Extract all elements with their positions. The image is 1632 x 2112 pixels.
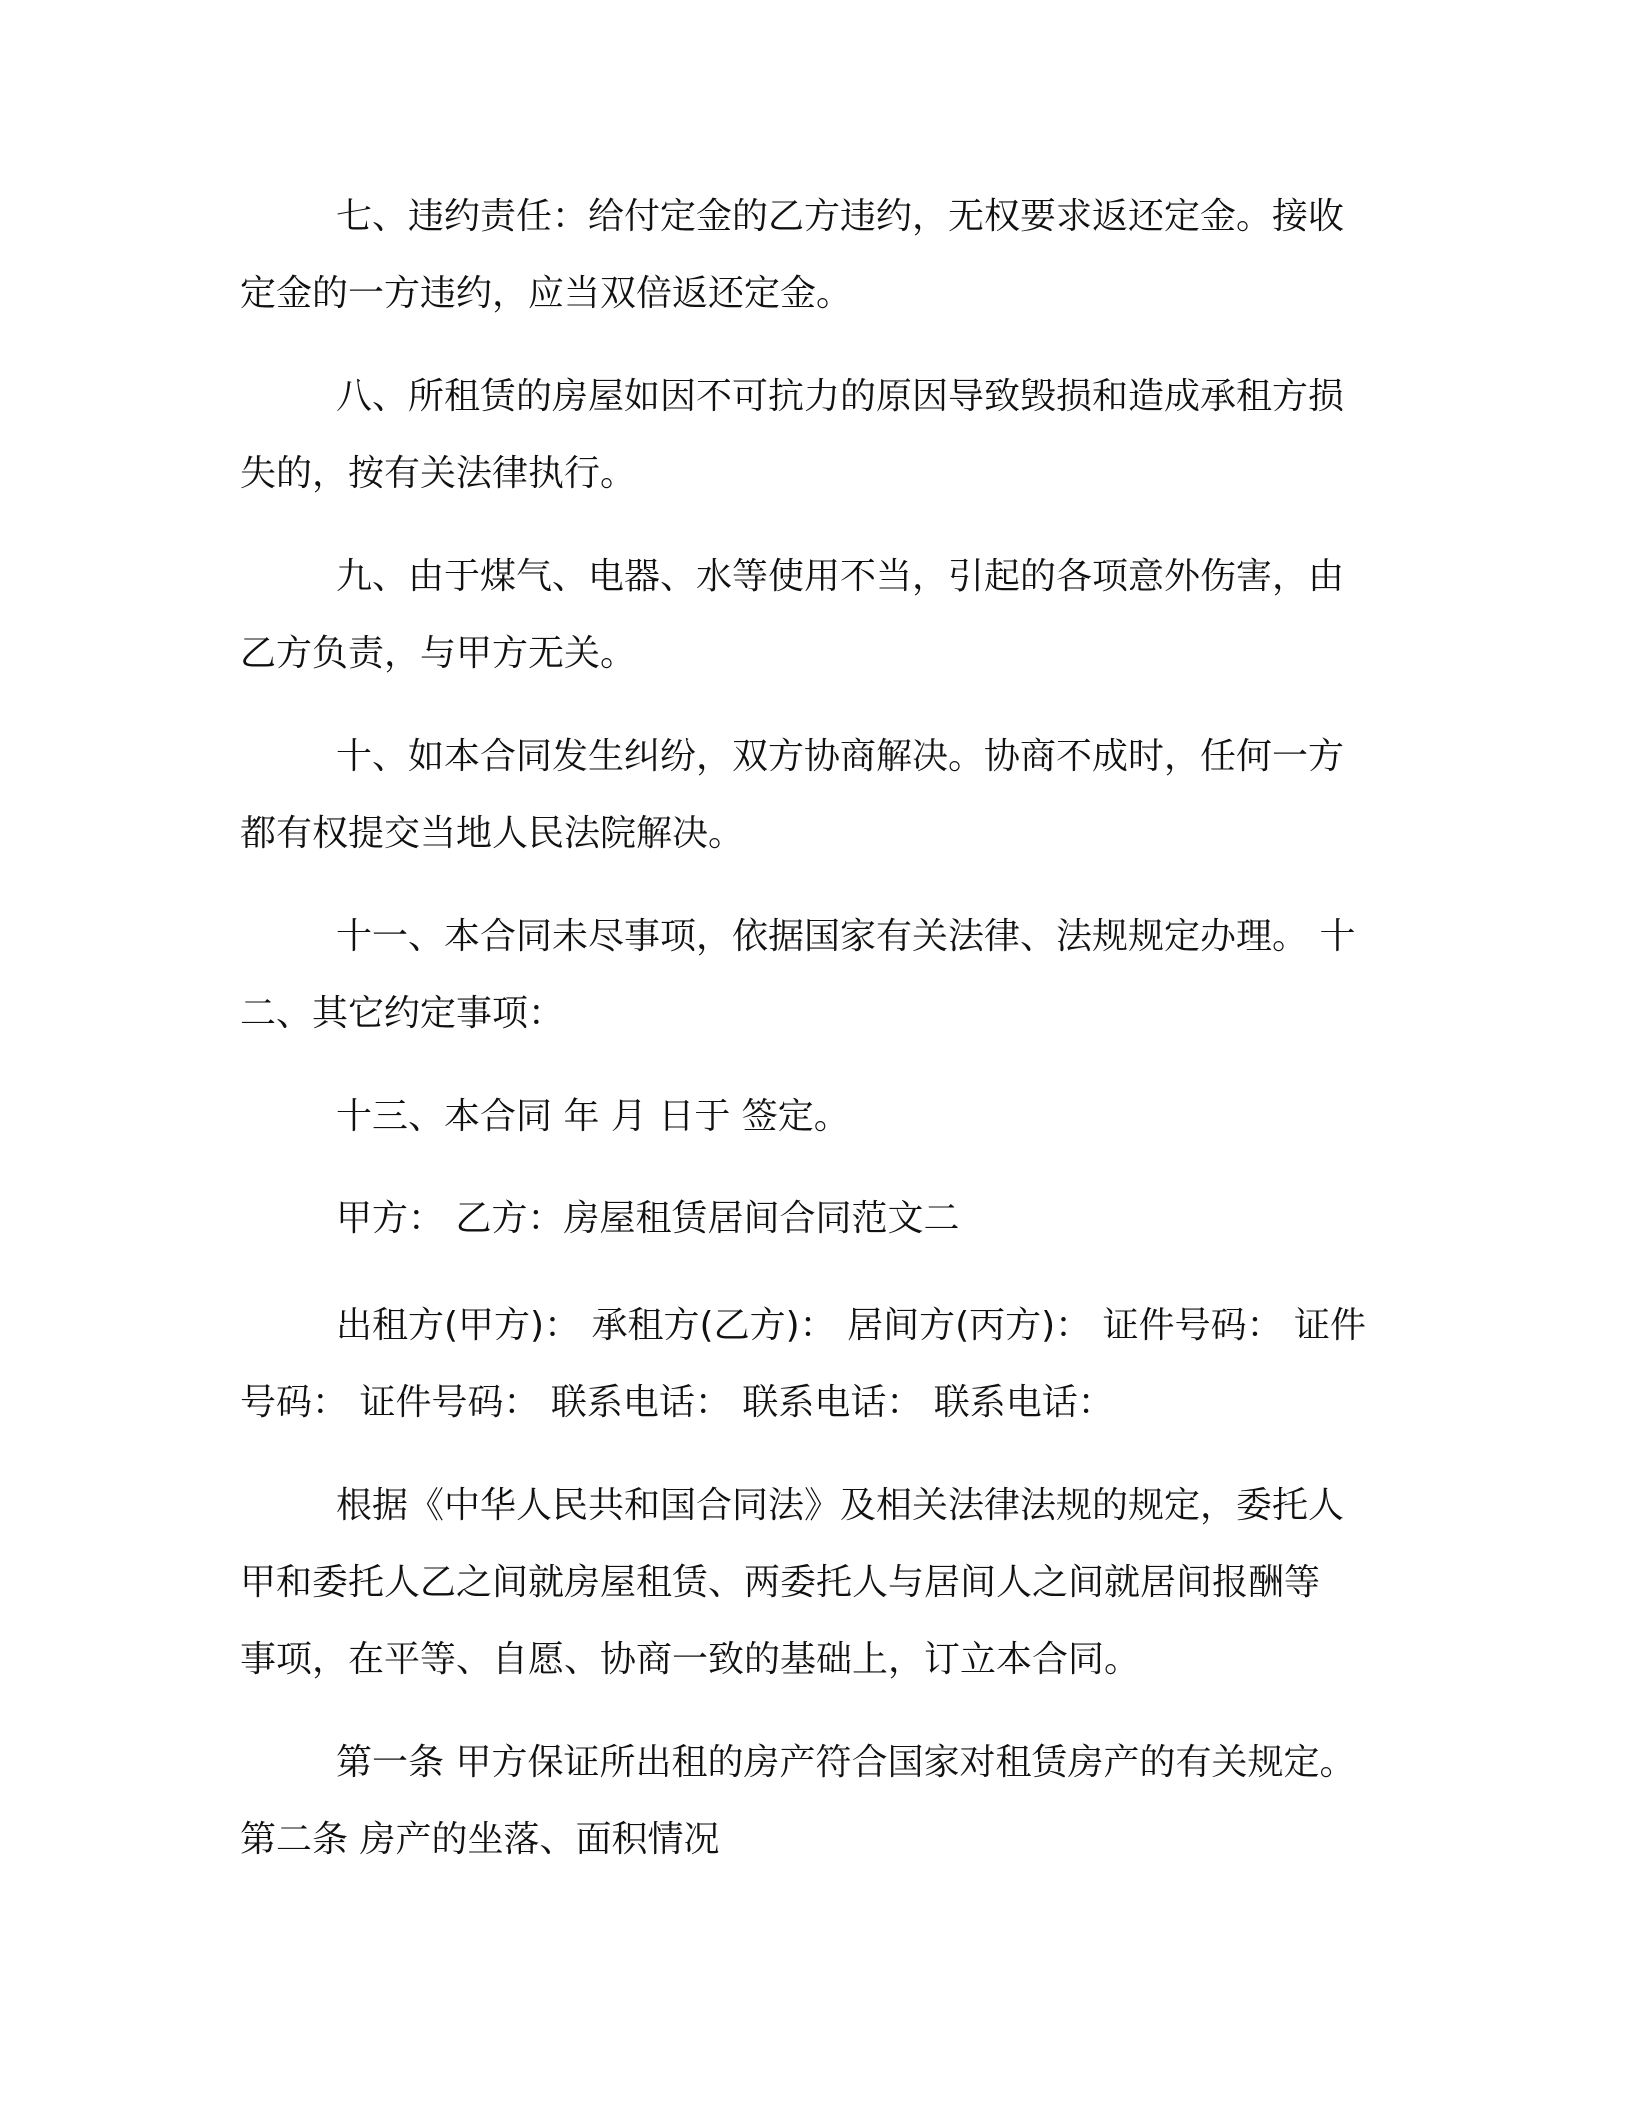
text-line: 出租方(甲方)： 承租方(乙方)： 居间方(丙方)： 证件号码： 证件 bbox=[336, 1305, 1367, 1346]
text-line: 根据《中华人民共和国合同法》及相关法律法规的规定，委托人 bbox=[336, 1485, 1345, 1526]
paragraph-article-1-2 bbox=[240, 1724, 1380, 1878]
text-line: 甲方： 乙方：房屋租赁居间合同范文二 bbox=[336, 1198, 960, 1239]
text-line: 十、如本合同发生纠纷，双方协商解决。协商不成时，任何一方 bbox=[336, 736, 1345, 777]
text-line: 第一条 甲方保证所出租的房产符合国家对租赁房产的有关规定。 bbox=[336, 1742, 1356, 1783]
text-line: 事项，在平等、自愿、协商一致的基础上，订立本合同。 bbox=[240, 1639, 1141, 1680]
text-line: 第二条 房产的坐落、面积情况 bbox=[240, 1819, 720, 1860]
paragraph-8-force-majeure bbox=[240, 358, 1380, 512]
text-line: 甲和委托人乙之间就房屋租赁、两委托人与居间人之间就居间报酬等 bbox=[240, 1562, 1321, 1603]
text-line: 二、其它约定事项： bbox=[240, 993, 565, 1034]
text-line: 十三、本合同 年 月 日于 签定。 bbox=[336, 1096, 850, 1137]
text-line: 定金的一方违约，应当双倍返还定金。 bbox=[240, 273, 853, 314]
text-line: 号码： 证件号码： 联系电话： 联系电话： 联系电话： bbox=[240, 1382, 1114, 1423]
text-line: 八、所租赁的房屋如因不可抗力的原因导致毁损和造成承租方损 bbox=[336, 376, 1345, 417]
paragraph-11-12-other-matters bbox=[240, 898, 1380, 1052]
text-line: 九、由于煤气、电器、水等使用不当，引起的各项意外伤害，由 bbox=[336, 556, 1345, 597]
paragraph-parties-and-title bbox=[240, 1180, 1380, 1257]
paragraph-13-signing-date bbox=[240, 1078, 1380, 1155]
paragraph-10-dispute-resolution bbox=[240, 718, 1380, 872]
paragraph-9-accident-liability bbox=[240, 538, 1380, 692]
text-line: 七、违约责任：给付定金的乙方违约，无权要求返还定金。接收 bbox=[336, 196, 1345, 237]
text-line: 乙方负责，与甲方无关。 bbox=[240, 633, 637, 674]
text-line: 失的，按有关法律执行。 bbox=[240, 453, 637, 494]
paragraph-contract-basis bbox=[240, 1467, 1380, 1698]
text-line: 十一、本合同未尽事项，依据国家有关法律、法规规定办理。 十 bbox=[336, 916, 1356, 957]
paragraph-7-breach-liability bbox=[240, 178, 1380, 332]
paragraph-party-info-fields bbox=[240, 1287, 1380, 1441]
text-line: 都有权提交当地人民法院解决。 bbox=[240, 813, 745, 854]
